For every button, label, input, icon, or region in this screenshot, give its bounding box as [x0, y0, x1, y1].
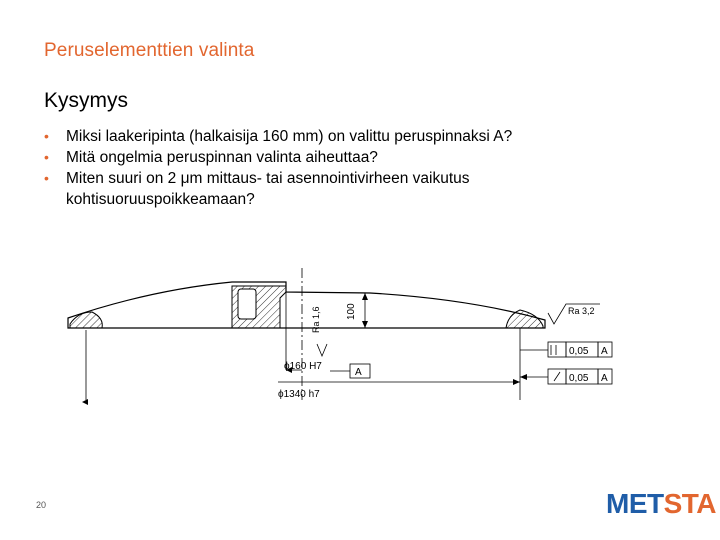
svg-text:METSTA	[606, 488, 716, 519]
bullet-text: Miksi laakeripinta (halkaisija 160 mm) on valittu peruspinnaksi A?	[66, 128, 513, 145]
section-title: Peruselementtien valinta	[44, 40, 255, 61]
bullet-dot: •	[44, 128, 49, 144]
page-number: 20	[36, 500, 47, 510]
tolerance-value: 0,05	[569, 373, 589, 384]
datum-a-label: A	[355, 367, 362, 378]
dim-160-label: ϕ160 H7	[284, 361, 322, 372]
tolerance-frame-1	[520, 342, 612, 357]
hub-bore-cut	[238, 289, 256, 319]
dim-1340-arrow-left	[82, 399, 88, 405]
logo-part-met: MET	[606, 488, 664, 519]
tolerance-value: 0,05	[569, 346, 589, 357]
bullet-text: Mitä ongelmia peruspinnan valinta aiheuttaa?	[66, 149, 378, 166]
bullet-text: Miten suuri on 2 μm mittaus- tai asennointivirheen vaikutus kohtisuoruuspoikkeamaan?	[66, 170, 470, 208]
logo-part-sta: STA	[663, 488, 717, 519]
roughness-right-label: Ra 3,2	[568, 306, 595, 316]
tolerance-frame-2	[520, 369, 612, 384]
rim-hatch-left	[70, 312, 102, 328]
tolerance-datum: A	[601, 373, 608, 384]
dim-1340-arrow	[513, 379, 520, 385]
dim-1340-label: ϕ1340 h7	[278, 389, 320, 400]
height-dim-arrow-top	[362, 293, 368, 300]
rim-hatch-right	[506, 310, 543, 328]
slide-heading: Kysymys	[44, 89, 128, 112]
height-dim-arrow-bottom	[362, 321, 368, 328]
roughness-left-symbol	[317, 344, 327, 356]
tolerance-datum: A	[601, 346, 608, 357]
metsta-logo	[606, 486, 717, 520]
bullet-dot: •	[44, 149, 49, 165]
height-dim-label: 100	[346, 303, 357, 320]
roughness-left-label: Ra 1,6	[311, 306, 321, 333]
part-outline	[68, 282, 545, 328]
bullet-dot: •	[44, 170, 49, 186]
